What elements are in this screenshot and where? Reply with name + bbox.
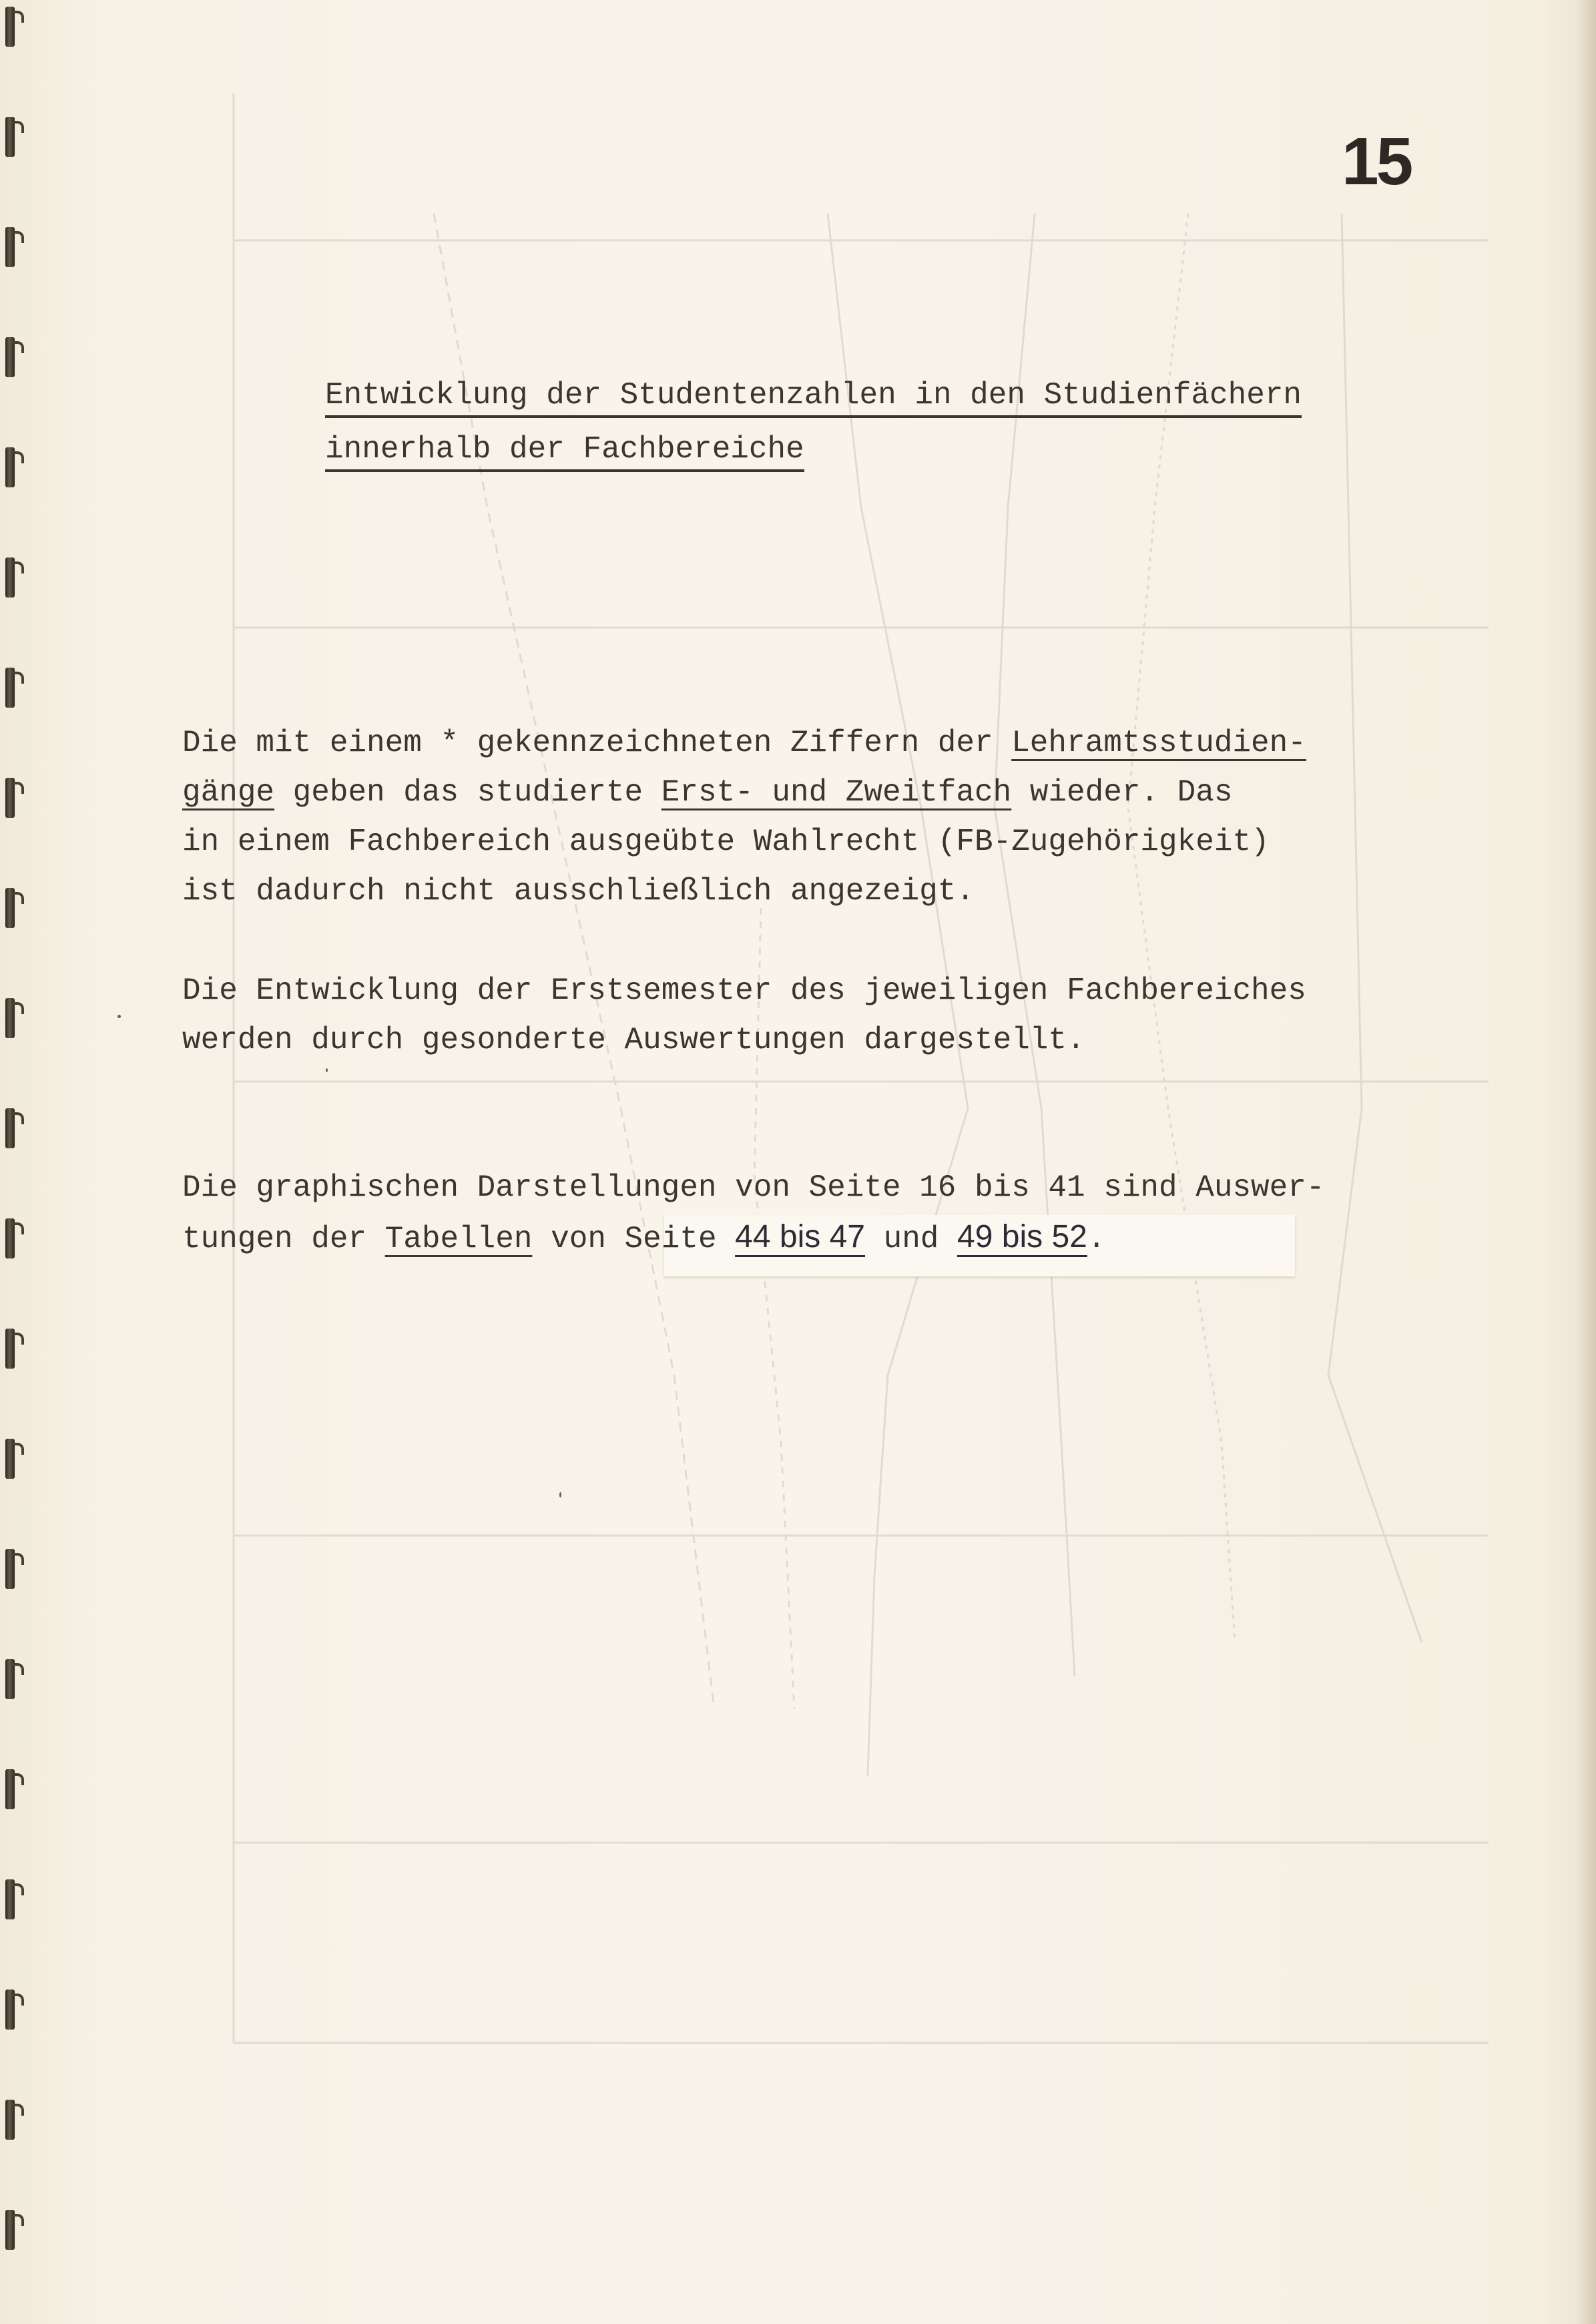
binding-ring	[5, 1439, 15, 1479]
heading-line-2: innerhalb der Fachbereiche	[325, 429, 804, 472]
paper-speck	[326, 1068, 328, 1072]
binding-ring	[5, 1108, 15, 1148]
binding-ring	[5, 557, 15, 598]
page-edge-shadow	[1576, 0, 1596, 2324]
binding-ring	[5, 227, 15, 267]
p3-von: von	[532, 1222, 625, 1256]
p3-line1: Die graphischen Darstellungen von Seite 16 bis 41 sind Auswer-	[182, 1170, 1325, 1205]
p1-line1-text: Die mit einem * gekennzeichneten Ziffern der	[182, 726, 1012, 760]
p1-term-erst-zweitfach: Erst- und Zweitfach	[661, 775, 1012, 810]
p1-line2-text: geben das studierte	[274, 775, 661, 810]
p1-term-lehramtsstudiengaenge: Lehramtsstudien-	[1011, 726, 1306, 760]
paper-speck	[117, 1015, 121, 1018]
p3-line2-text: tungen der	[182, 1222, 385, 1256]
binding-ring	[5, 778, 15, 818]
p3-seite: Seite	[624, 1222, 736, 1256]
binding-ring	[5, 888, 15, 928]
paragraph-erstsemester	[182, 966, 1306, 1065]
paper-speck	[559, 1492, 561, 1497]
p3-und: und	[864, 1222, 958, 1256]
spiral-binding	[0, 0, 40, 2324]
paragraph-first-second-subject	[182, 718, 1306, 916]
p1-term-gaenge: gänge	[182, 775, 275, 810]
p1-line2-end: wieder. Das	[1011, 775, 1233, 810]
binding-ring	[5, 117, 15, 157]
binding-ring	[5, 447, 15, 487]
binding-ring	[5, 337, 15, 377]
paragraph-graphics-reference	[182, 1163, 1324, 1264]
binding-ring	[5, 1549, 15, 1589]
binding-ring	[5, 7, 15, 47]
p2-line2: werden durch gesonderte Auswertungen dargestellt.	[182, 1023, 1085, 1058]
binding-ring	[5, 668, 15, 708]
binding-ring	[5, 1218, 15, 1258]
binding-ring	[5, 1879, 15, 1919]
p3-pages-44-47: 44 bis 47	[735, 1219, 865, 1254]
page-number: 15	[1342, 124, 1411, 199]
p1-line4: ist dadurch nicht ausschließlich angezeigt.	[182, 874, 975, 909]
binding-ring	[5, 2210, 15, 2250]
binding-ring	[5, 1659, 15, 1699]
binding-ring	[5, 1990, 15, 2030]
heading-line-1: Entwicklung der Studentenzahlen in den Studienfächern	[325, 375, 1302, 418]
binding-ring	[5, 1769, 15, 1809]
binding-ring	[5, 1329, 15, 1369]
p2-line1: Die Entwicklung der Erstsemester des jeweiligen Fachbereiches	[182, 973, 1306, 1008]
p1-line3: in einem Fachbereich ausgeübte Wahlrecht (FB-Zugehörigkeit)	[182, 825, 1270, 859]
p3-term-tabellen: Tabellen	[384, 1222, 533, 1256]
p3-period: .	[1087, 1222, 1106, 1256]
binding-ring	[5, 998, 15, 1038]
page-heading	[325, 371, 1302, 479]
binding-ring	[5, 2100, 15, 2140]
p3-pages-49-52: 49 bis 52	[957, 1219, 1087, 1254]
